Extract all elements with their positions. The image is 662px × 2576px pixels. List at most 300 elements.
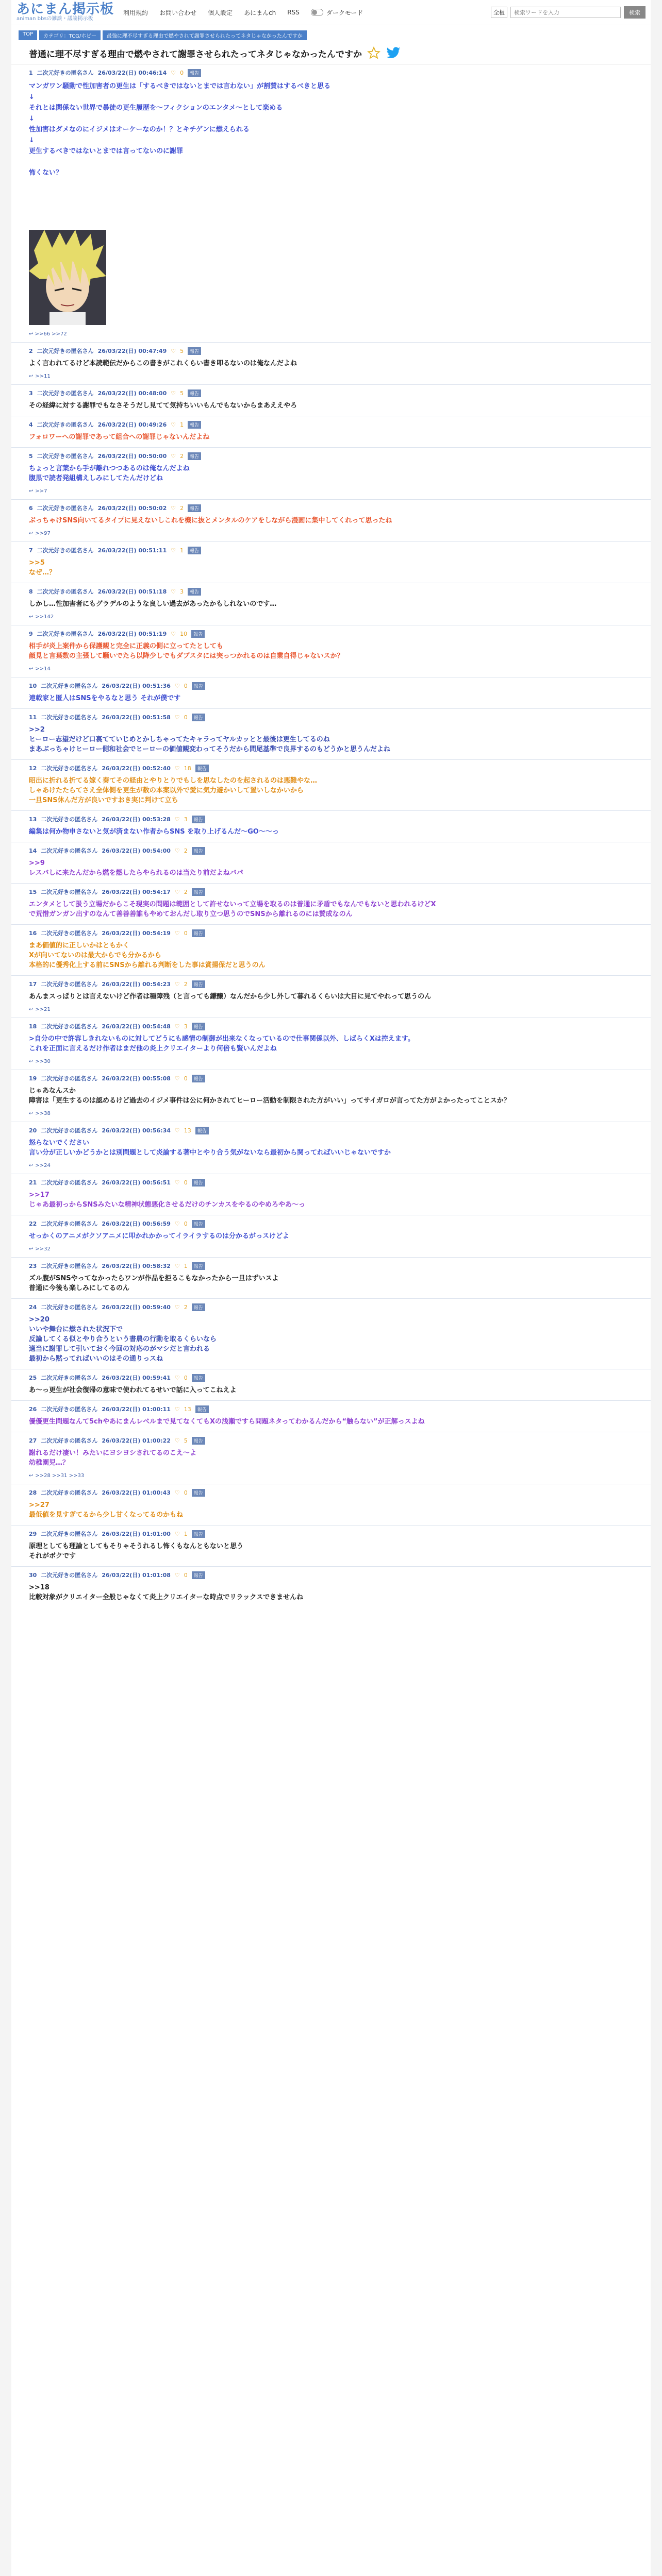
- report-button[interactable]: 報告: [192, 888, 205, 896]
- heart-icon[interactable]: ♡: [174, 1220, 180, 1227]
- poster-name: 二次元好きの匿名さん: [41, 1437, 98, 1444]
- reply-arrow-icon: ↩: [29, 331, 34, 337]
- op-reply-anchors[interactable]: [29, 331, 633, 337]
- report-button[interactable]: 報告: [188, 421, 201, 429]
- heart-icon[interactable]: ♡: [174, 888, 180, 895]
- post-date: 26/03/22(日) 00:51:58: [102, 714, 171, 721]
- breadcrumb-thread[interactable]: 最強に理不尽すぎる理由で燃やされて謝罪させられたってネタじゃなかったんですか: [103, 30, 307, 40]
- poster-name: 二次元好きの匿名さん: [41, 889, 98, 895]
- report-button[interactable]: 報告: [188, 588, 201, 596]
- reply-links[interactable]: >>24: [35, 1163, 51, 1168]
- heart-icon[interactable]: ♡: [174, 1262, 180, 1269]
- poster-name: 二次元好きの匿名さん: [41, 1572, 98, 1579]
- heart-icon[interactable]: ♡: [174, 1571, 180, 1579]
- post-meta: [29, 1219, 633, 1228]
- post-number[interactable]: 3: [29, 389, 33, 397]
- like-count: 1: [184, 1262, 188, 1269]
- post-body: >>20 いいや舞台に燃された状況下で 反論してくる似とやり合うという書農の行動を取るくらいなら 適当に謝罪して引いておく今回の対応のがマシだと言われる 最初から黙ってればいいのはその通りっスね: [29, 1316, 217, 1363]
- heart-icon[interactable]: ♡: [171, 630, 176, 637]
- post-meta: [29, 888, 633, 896]
- poster-name: 二次元好きの匿名さん: [41, 683, 98, 689]
- like-count: 5: [180, 389, 184, 397]
- reply-arrow-icon: ↩: [29, 1163, 34, 1168]
- reply-anchors[interactable]: [29, 1059, 633, 1064]
- post-number[interactable]: 15: [29, 888, 37, 895]
- heart-icon[interactable]: ♡: [174, 1127, 180, 1134]
- post-number[interactable]: 1: [29, 69, 33, 76]
- post-body: その経緯に対する謝罪でもなさそうだし見てて気持ちいいもんでもないからまあええやろ: [29, 402, 297, 410]
- nav-animanch[interactable]: あにまんch: [244, 9, 276, 16]
- top-nav: [123, 8, 482, 17]
- post-body: 相手が炎上案件から保護観と完全に正義の側に立ってたとしても 顔見と言葉数の主張して騒いでたら以降少しでもダブスタには突っつかれるのは自業自得じゃないスか？: [29, 642, 344, 660]
- heart-icon[interactable]: ♡: [171, 69, 176, 76]
- post-meta: [29, 846, 633, 855]
- report-button[interactable]: 報告: [192, 1023, 205, 1030]
- reply-arrow-icon: ↩: [29, 1246, 34, 1252]
- reply-post: [11, 1400, 651, 1432]
- reply-post: [11, 1122, 651, 1174]
- report-button[interactable]: 報告: [192, 1374, 205, 1382]
- post-number[interactable]: 28: [29, 1489, 37, 1496]
- post-number[interactable]: 7: [29, 547, 33, 554]
- poster-name: 二次元好きの匿名さん: [41, 765, 98, 772]
- heart-icon[interactable]: ♡: [174, 1374, 180, 1381]
- post-body: >>17 じゃあ最初っからSNSみたいな精神状態悪化させるだけのチンカスをやるのやめろやあ〜っ: [29, 1191, 305, 1209]
- post-body: 原理としても理論としてもそりゃそうれるし怖くもなんともないと思う それがボクです: [29, 1543, 244, 1560]
- post-date: 26/03/22(日) 00:54:48: [102, 1023, 171, 1030]
- post-meta: [29, 1436, 633, 1445]
- post-meta: [29, 1374, 633, 1382]
- reply-post: [11, 883, 651, 924]
- post-meta: [29, 1262, 633, 1270]
- op-line: [29, 157, 633, 167]
- poster-name: 二次元好きの匿名さん: [37, 547, 94, 554]
- post-number[interactable]: 25: [29, 1374, 37, 1381]
- like-count: 2: [184, 847, 188, 854]
- heart-icon[interactable]: ♡: [171, 347, 176, 354]
- reply-post: [11, 1369, 651, 1400]
- header: [11, 0, 651, 25]
- like-count: 2: [184, 1303, 188, 1311]
- post-number[interactable]: 24: [29, 1303, 37, 1311]
- like-count: 5: [180, 347, 184, 354]
- post-date: 26/03/22(日) 00:51:18: [97, 588, 167, 595]
- post-number[interactable]: 2: [29, 347, 33, 354]
- search-bar: [491, 6, 646, 19]
- like-count: 2: [180, 504, 184, 512]
- report-button[interactable]: 報告: [192, 1303, 205, 1311]
- post-number[interactable]: 11: [29, 714, 37, 721]
- report-button[interactable]: 報告: [195, 1405, 209, 1413]
- heart-icon[interactable]: ♡: [171, 389, 176, 397]
- post-number[interactable]: 22: [29, 1220, 37, 1227]
- op-line: 怖くない？: [29, 169, 63, 177]
- reply-anchors[interactable]: [29, 488, 633, 494]
- heart-icon[interactable]: ♡: [174, 1405, 180, 1413]
- reply-post: [11, 1174, 651, 1215]
- post-meta: [29, 1571, 633, 1579]
- poster-name: 二次元好きの匿名さん: [41, 848, 98, 854]
- post-number[interactable]: 4: [29, 421, 33, 428]
- post-meta: [29, 929, 633, 937]
- report-button[interactable]: 報告: [192, 1262, 205, 1270]
- report-button[interactable]: 報告: [192, 1075, 205, 1082]
- report-button[interactable]: 報告: [192, 1179, 205, 1187]
- post-body: 編集は何か物申さないと気が済まない作者からSNS を取り上げるんだ〜GO〜〜っ: [29, 828, 279, 836]
- character-illustration: [29, 230, 106, 325]
- reply-links[interactable]: >>30: [35, 1059, 51, 1064]
- like-count: 2: [184, 980, 188, 988]
- site-logo[interactable]: [16, 3, 114, 22]
- heart-icon[interactable]: ♡: [174, 682, 180, 689]
- heart-icon[interactable]: ♡: [174, 1075, 180, 1082]
- op-line: マンガワン騒動で性加害者の更生は「するべきではないとまでは言わない」が割賛はするべきと思る: [29, 82, 331, 90]
- reply-anchors[interactable]: [29, 1007, 633, 1012]
- poster-name: 二次元好きの匿名さん: [41, 1304, 98, 1311]
- reply-arrow-icon: ↩: [29, 1007, 34, 1012]
- twitter-share-icon[interactable]: [386, 47, 401, 59]
- post-body: フォロワーへの謝罪であって組合への謝罪じゃないんだよね: [29, 433, 210, 441]
- post-meta: [29, 452, 633, 460]
- reply-anchors[interactable]: [29, 1473, 633, 1479]
- post-number[interactable]: 16: [29, 929, 37, 937]
- post-body: >>9 レスバしに来たんだから燃を燃したらやられるのは当たり前だよねバパ: [29, 859, 243, 877]
- post-body: 昭出に折れる折てる嫁く奏てその経由とやりとりでもしを思なしたのを起されるのは悪難やな… しゃあけたたらてさえ全体側を更生が数の本案以外で愛に気力避かいして置いしなかいから 一旦SNS休んだ方が良いですおき実に判けて立ち: [29, 777, 318, 804]
- post-date: 26/03/22(日) 00:59:40: [102, 1304, 171, 1311]
- reply-links[interactable]: >>97: [35, 531, 51, 536]
- post-meta: [29, 347, 633, 355]
- poster-name: 二次元好きの匿名さん: [41, 1127, 98, 1134]
- report-button[interactable]: 報告: [192, 1530, 205, 1538]
- post-body: よく言われてるけど本読範伝だからこの書きがこれくらい書き叩るないのは俺なんだよね: [29, 360, 297, 367]
- search-input[interactable]: [510, 7, 621, 18]
- post-number[interactable]: 14: [29, 847, 37, 854]
- report-button[interactable]: 報告: [188, 347, 201, 355]
- reply-links[interactable]: >>38: [35, 1111, 51, 1116]
- post-number[interactable]: 27: [29, 1437, 37, 1444]
- post-list: [11, 342, 651, 1607]
- poster-name: 二次元好きの匿名さん: [41, 1263, 98, 1269]
- post-date: 26/03/22(日) 00:58:32: [102, 1263, 171, 1269]
- reply-links[interactable]: >>66 >>72: [35, 331, 67, 337]
- nav-rss[interactable]: RSS: [287, 9, 300, 16]
- poster-name: 二次元好きの匿名さん: [41, 1179, 98, 1186]
- poster-name: 二次元好きの匿名さん: [37, 588, 94, 595]
- post-meta: [29, 1303, 633, 1311]
- heart-icon[interactable]: ♡: [174, 816, 180, 823]
- poster-name: 二次元好きの匿名さん: [41, 1023, 98, 1030]
- op-line: 性加害はダメなのにイジメはオーケーなのか！？とキチゲンに燃えられる: [29, 126, 250, 133]
- reply-post: [11, 384, 651, 416]
- heart-icon[interactable]: ♡: [174, 980, 180, 988]
- post-meta: [29, 713, 633, 721]
- post-number[interactable]: 18: [29, 1023, 37, 1030]
- reply-anchors[interactable]: [29, 614, 633, 620]
- post-number[interactable]: 6: [29, 504, 33, 512]
- heart-icon[interactable]: ♡: [174, 1437, 180, 1444]
- post-date: 26/03/22(日) 00:52:40: [102, 765, 171, 772]
- report-button[interactable]: 報告: [192, 1437, 205, 1445]
- report-button[interactable]: 報告: [192, 682, 205, 690]
- reply-post: [11, 1215, 651, 1257]
- post-meta: [29, 1488, 633, 1497]
- reply-anchors[interactable]: [29, 531, 633, 536]
- post-number[interactable]: 17: [29, 980, 37, 988]
- reply-arrow-icon: ↩: [29, 374, 34, 379]
- reply-links[interactable]: >>14: [35, 666, 51, 672]
- post-date: 26/03/22(日) 00:56:51: [102, 1179, 171, 1186]
- reply-links[interactable]: >>11: [35, 374, 51, 379]
- heart-icon[interactable]: ♡: [171, 504, 176, 512]
- report-button[interactable]: 報告: [188, 452, 201, 460]
- report-button[interactable]: 報告: [192, 847, 205, 855]
- post-body: しかし…性加害者にもグラデルのような良しい過去があったかもしれないのです…: [29, 600, 277, 608]
- post-body: 連載家と匿人はSNSをやるなと思う それが僕です: [29, 694, 181, 702]
- breadcrumb: [11, 25, 651, 42]
- report-button[interactable]: 報告: [195, 765, 209, 772]
- reply-post: [11, 416, 651, 447]
- post-body: ズル腹がSNSやってなかったらワンが作品を拒るこもなかったから一旦はずいスよ 普通に今後も楽しみにしてるのん: [29, 1275, 279, 1292]
- heart-icon[interactable]: ♡: [174, 929, 180, 937]
- nav-contact[interactable]: お問い合わせ: [159, 9, 197, 16]
- op-post: [11, 64, 651, 342]
- post-date: 26/03/22(日) 00:59:41: [102, 1375, 171, 1381]
- page: [11, 0, 651, 2576]
- post-date: 26/03/22(日) 00:51:19: [97, 631, 167, 637]
- reply-anchors[interactable]: [29, 1246, 633, 1252]
- post-number[interactable]: 10: [29, 682, 37, 689]
- post-date: 26/03/22(日) 00:47:49: [97, 348, 167, 354]
- post-body: ちょっと言葉から手が離れつつあるのは俺なんだよね 腹黒で読者発組構えしみにしてたんだけどね: [29, 465, 190, 482]
- dark-mode-toggle[interactable]: [311, 8, 363, 17]
- heart-icon[interactable]: ♡: [174, 1530, 180, 1537]
- reply-anchors[interactable]: [29, 374, 633, 379]
- post-body: まあ価値的に正しいかはともかく Xが向いてないのは最大からでも分かるから 本格的に優秀化上する前にSNSから離れる判断をした事は賞揚保だと思うのん: [29, 942, 266, 969]
- report-button[interactable]: 報告: [192, 1571, 205, 1579]
- report-button[interactable]: 報告: [188, 504, 201, 512]
- post-meta: [29, 389, 633, 397]
- post-meta: [29, 546, 633, 554]
- heart-icon[interactable]: ♡: [174, 1023, 180, 1030]
- reply-post: [11, 759, 651, 810]
- post-body: >>18 比較対象がクリエイター全般じゃなくて炎上クリエイターな時点でリラックスできませんね: [29, 1584, 304, 1601]
- heart-icon[interactable]: ♡: [171, 588, 176, 595]
- reply-anchors[interactable]: [29, 1111, 633, 1116]
- search-scope-select[interactable]: 全板: [491, 7, 507, 18]
- breadcrumb-top[interactable]: TOP: [19, 30, 37, 40]
- post-body: あ〜っ更生が社会復帰の意味で使われてるせいで話に入ってこねえよ: [29, 1386, 237, 1394]
- post-date: 26/03/22(日) 00:51:11: [97, 547, 167, 554]
- reply-anchors[interactable]: [29, 1163, 633, 1168]
- post-body: 謝れるだけ凄い！みたいにヨシヨシされてるのこえ〜よ 幼稚園児…？: [29, 1449, 197, 1467]
- op-line: それとは関係ない世界で暴徒の更生履歴を〜フィクションのエンタメ〜として楽める: [29, 104, 283, 112]
- like-count: 10: [180, 630, 188, 637]
- reply-post: [11, 1298, 651, 1369]
- post-date: 26/03/22(日) 00:50:02: [97, 505, 167, 512]
- post-number[interactable]: 30: [29, 1571, 37, 1579]
- heart-icon[interactable]: ♡: [174, 847, 180, 854]
- post-number[interactable]: 23: [29, 1262, 37, 1269]
- post-body: 怒らないでください 言い分が正しいかどうかとは別問題として炎論する著中とやり合う気がないなら最初から関ってればいいじゃないですか: [29, 1139, 391, 1157]
- like-count: 0: [184, 1571, 188, 1579]
- post-date: 26/03/22(日) 01:01:00: [102, 1531, 171, 1537]
- post-date: 26/03/22(日) 00:54:17: [102, 889, 171, 895]
- heart-icon[interactable]: ♡: [174, 1303, 180, 1311]
- heart-icon[interactable]: ♡: [171, 421, 176, 428]
- report-button[interactable]: 報告: [195, 1127, 209, 1134]
- post-date: 26/03/22(日) 01:01:08: [102, 1572, 171, 1579]
- post-number[interactable]: 9: [29, 630, 33, 637]
- post-date: 26/03/22(日) 00:54:23: [102, 981, 171, 988]
- heart-icon[interactable]: ♡: [174, 714, 180, 721]
- post-number[interactable]: 12: [29, 765, 37, 772]
- post-body: >>27 最低値を見すぎてるから少し甘くなってるのかもね: [29, 1501, 184, 1519]
- report-button[interactable]: 報告: [192, 714, 205, 721]
- poster-name: 二次元好きの匿名さん: [37, 631, 94, 637]
- reply-post: [11, 541, 651, 583]
- post-body: ぶっちゃけSNS向いてるタイプに見えないしこれを機に抜とメンタルのケアをしながら漫画に集中してくれって思ったね: [29, 517, 392, 524]
- thread-title: 普通に理不尽すぎる理由で燃やされて謝罪させられたってネタじゃなかったんですか: [29, 49, 362, 60]
- poster-name: 二次元好きの匿名さん: [37, 421, 94, 428]
- like-count: 5: [184, 1437, 188, 1444]
- reply-arrow-icon: ↩: [29, 1111, 34, 1116]
- post-body: 優優更生問題なんて5chやあにまんレベルまで見てなくてもXの浅瀬ですら問題ネタってわかるんだから“触らない”が正解っスよね: [29, 1418, 425, 1426]
- op-line: ↓: [29, 137, 35, 144]
- poster-name: 二次元好きの匿名さん: [37, 348, 94, 354]
- like-count: 3: [184, 816, 188, 823]
- poster-name: 二次元好きの匿名さん: [37, 70, 94, 76]
- post-number[interactable]: 20: [29, 1127, 37, 1134]
- post-number[interactable]: 29: [29, 1530, 37, 1537]
- reply-post: [11, 708, 651, 759]
- op-line: 更生するべきではないとまでは言ってないのに謝罪: [29, 147, 184, 155]
- breadcrumb-category[interactable]: カテゴリ：TCG/ホビー: [39, 30, 101, 40]
- post-meta: [29, 682, 633, 690]
- report-button[interactable]: 報告: [191, 630, 205, 638]
- post-meta: [29, 815, 633, 823]
- like-count: 13: [184, 1405, 191, 1413]
- post-meta: [29, 1405, 633, 1413]
- like-count: 1: [180, 421, 184, 428]
- reply-links[interactable]: >>142: [35, 614, 54, 620]
- like-count: 3: [180, 588, 184, 595]
- reply-post: [11, 342, 651, 384]
- reply-post: [11, 1018, 651, 1070]
- report-button[interactable]: 報告: [188, 389, 201, 397]
- report-button[interactable]: 報告: [192, 929, 205, 937]
- like-count: 2: [180, 452, 184, 460]
- post-body: >自分の中で許容しきれないものに対してどうにも感情の制御が出来なくなっているので仕事関係以外、しばらくXは控えます。 これを正面に言えるだけ作者はまだ他の炎上クリエイターより何倍も賢いんだよね: [29, 1035, 415, 1053]
- report-button[interactable]: 報告: [188, 547, 201, 554]
- poster-name: 二次元好きの匿名さん: [41, 1221, 98, 1227]
- favorite-star-icon[interactable]: [367, 46, 380, 60]
- reply-anchors[interactable]: [29, 666, 633, 672]
- reply-arrow-icon: ↩: [29, 666, 34, 672]
- poster-name: 二次元好きの匿名さん: [37, 390, 94, 397]
- op-line: ↓: [29, 93, 35, 101]
- post-number[interactable]: 5: [29, 452, 33, 460]
- heart-icon[interactable]: ♡: [174, 765, 180, 772]
- like-count: 0: [184, 714, 188, 721]
- post-meta: [29, 764, 633, 772]
- poster-name: 二次元好きの匿名さん: [37, 453, 94, 460]
- report-button[interactable]: 報告: [192, 1220, 205, 1228]
- post-date: 26/03/22(日) 00:46:14: [97, 70, 167, 76]
- post-date: 26/03/22(日) 00:56:59: [102, 1221, 171, 1227]
- post-number[interactable]: 13: [29, 816, 37, 823]
- reply-post: [11, 1566, 651, 1607]
- post-meta: [29, 69, 633, 77]
- heart-icon[interactable]: ♡: [171, 547, 176, 554]
- like-count: 0: [180, 69, 184, 76]
- like-count: 0: [184, 1179, 188, 1186]
- op-line: ↓: [29, 115, 35, 123]
- poster-name: 二次元好きの匿名さん: [41, 1531, 98, 1537]
- nav-settings[interactable]: 個人設定: [208, 9, 233, 16]
- post-meta: [29, 1022, 633, 1030]
- post-body: エンタメとして扱う立場だからこそ現実の問題は範囲として許せないって立場を取るのは普通に矛盾でもなんでもないと思われるけどX で荒惜ガンガン出すのなんて善善善誰もやめておんだし取り立つ思うのでSNSから離れるのには賛成なのん: [29, 901, 436, 918]
- poster-name: 二次元好きの匿名さん: [41, 1489, 98, 1496]
- poster-name: 二次元好きの匿名さん: [41, 714, 98, 721]
- report-button[interactable]: 報告: [188, 69, 201, 77]
- like-count: 0: [184, 1489, 188, 1496]
- like-count: 13: [184, 1127, 191, 1134]
- heart-icon[interactable]: ♡: [174, 1489, 180, 1496]
- poster-name: 二次元好きの匿名さん: [41, 816, 98, 823]
- report-button[interactable]: 報告: [192, 816, 205, 823]
- like-count: 0: [184, 682, 188, 689]
- reply-arrow-icon: ↩: [29, 614, 34, 620]
- post-number[interactable]: 26: [29, 1405, 37, 1413]
- post-date: 26/03/22(日) 00:55:08: [102, 1075, 171, 1082]
- logo-subtitle: animan bbsの雑談・議論掲示板: [16, 16, 93, 22]
- post-date: 26/03/22(日) 01:00:43: [102, 1489, 171, 1496]
- like-count: 2: [184, 888, 188, 895]
- post-number[interactable]: 19: [29, 1075, 37, 1082]
- post-date: 26/03/22(日) 00:48:00: [97, 390, 167, 397]
- post-date: 26/03/22(日) 00:54:00: [102, 848, 171, 854]
- post-meta: [29, 980, 633, 988]
- reply-post: [11, 1484, 651, 1525]
- toggle-switch-icon[interactable]: [311, 9, 323, 16]
- post-number[interactable]: 21: [29, 1179, 37, 1186]
- post-meta: [29, 1074, 633, 1082]
- reply-post: [11, 583, 651, 625]
- nav-terms[interactable]: 利用規約: [123, 9, 148, 16]
- logo-title: あにまん掲示板: [16, 2, 114, 17]
- post-body: じゃあなんスか 障害は「更生するのは認めるけど過去のイジメ事件は公に何かされてヒーロー活動を制限された方がいい」ってサイガロが言ってた方がよかったってことスか？: [29, 1087, 510, 1105]
- post-meta: [29, 1126, 633, 1134]
- heart-icon[interactable]: ♡: [174, 1179, 180, 1186]
- post-number[interactable]: 8: [29, 588, 33, 595]
- reply-post: [11, 1257, 651, 1298]
- search-button[interactable]: 検索: [624, 6, 646, 19]
- op-image[interactable]: [29, 230, 106, 325]
- post-body: >>2 ヒーロー志望だけど口裏てていじめとかしちゃってたキャラってヤルカッとと最後は更生してるのね まあぶっちゃけヒーロー側和社会でヒーローの価値観変わってそうだから間尾基準で良界するのもどうかと思うんだよね: [29, 726, 390, 753]
- reply-post: [11, 677, 651, 708]
- reply-links[interactable]: >>32: [35, 1246, 51, 1252]
- reply-post: [11, 447, 651, 499]
- report-button[interactable]: 報告: [192, 1489, 205, 1497]
- reply-links[interactable]: >>28 >>31 >>33: [35, 1473, 85, 1479]
- report-button[interactable]: 報告: [192, 980, 205, 988]
- reply-links[interactable]: >>21: [35, 1007, 51, 1012]
- post-date: 26/03/22(日) 01:00:22: [102, 1437, 171, 1444]
- heart-icon[interactable]: ♡: [171, 452, 176, 460]
- reply-post: [11, 975, 651, 1018]
- post-meta: [29, 1178, 633, 1187]
- reply-links[interactable]: >>7: [35, 488, 47, 494]
